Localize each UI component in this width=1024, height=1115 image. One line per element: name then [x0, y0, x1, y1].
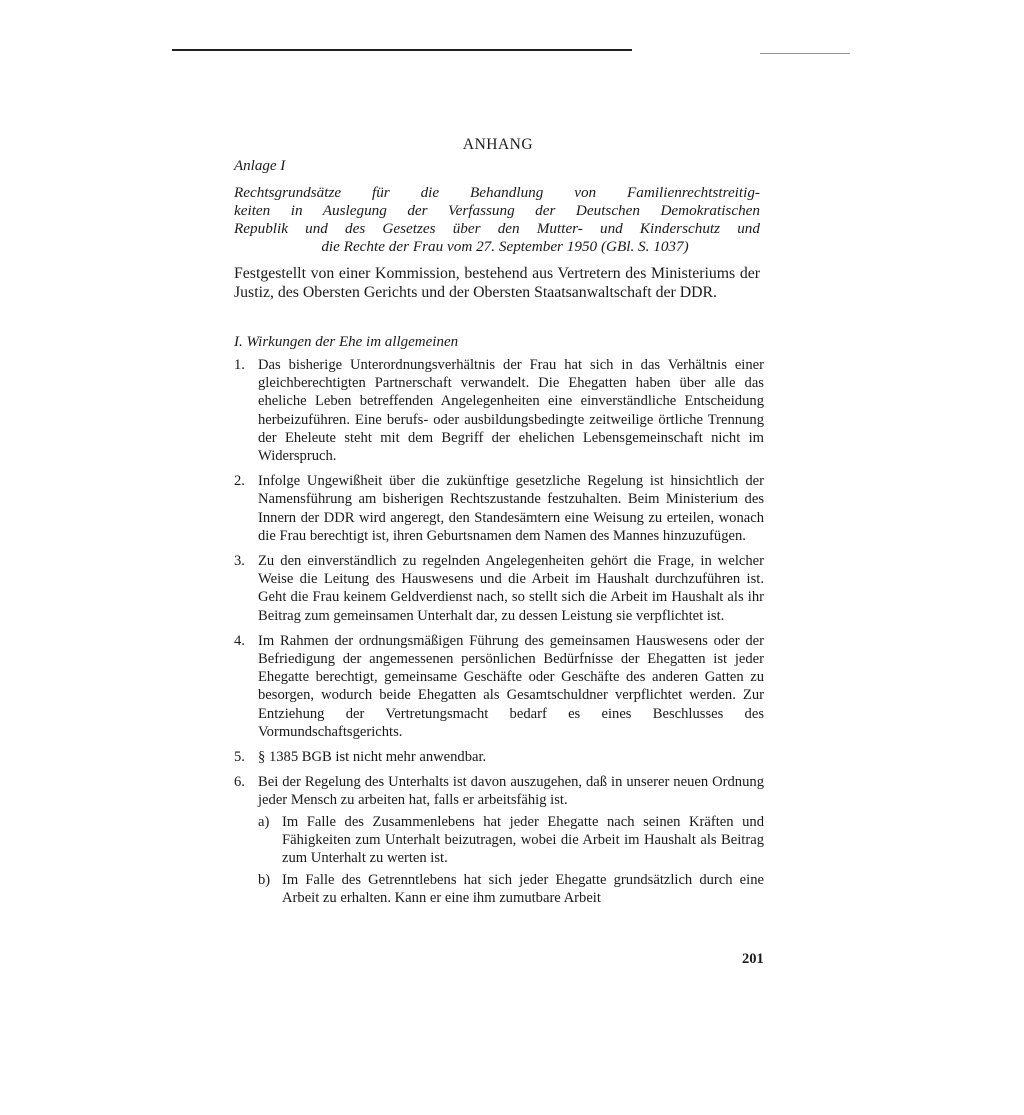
item-text: Bei der Regelung des Unterhalts ist davon auszugehen, daß in unserer neuen Ordnung jeder Mensch zu arbeiten hat, falls er arbeitsfähig ist.: [258, 774, 764, 809]
item-text: Infolge Ungewißheit über die zukünftige gesetzliche Regelung ist hinsichtlich der Namensführung am bisherigen Rechtszustande festzuhalten. Beim Ministerium des Innern der DDR wird angeregt, den Standesämtern eine Weisung zu erteilen, wonach die Frau berechtigt ist, ihren Geburtsnamen dem Namen des Mannes hinzuzufügen.: [258, 473, 764, 544]
top-right-mark: [760, 53, 850, 54]
item-number: 3.: [234, 553, 245, 570]
sub-item-letter: b): [258, 872, 271, 889]
top-rule: [172, 49, 632, 51]
sub-item: [258, 871, 764, 907]
numbered-list: [234, 356, 764, 912]
list-item: [234, 552, 764, 625]
item-text: Das bisherige Unterordnungsverhältnis der Frau hat sich in das Verhältnis einer gleichberechtigten Partnerschaft verwandelt. Die Ehegatten haben über alle das eheliche Leben betreffenden Angelegenheiten eine einverständliche Entscheidung herbeizuführen. Eine berufs- oder ausbildungsbedingte zeitweilige örtliche Trennung der Eheleute steht mit dem Begriff der ehelichen Lebensgemeinschaft nicht im Widerspruch.: [258, 357, 764, 465]
sub-item-text: Im Falle des Getrenntlebens hat sich jeder Ehegatte grundsätzlich durch eine Arbeit zu erhalten. Kann er eine ihm zumutbare Arbeit: [282, 872, 764, 907]
sub-item: [258, 813, 764, 868]
item-number: 6.: [234, 774, 245, 791]
title-line: Rechtsgrundsätze für die Behandlung von Familienrechtstreitig-: [234, 184, 760, 201]
page-heading: ANHANG: [462, 136, 534, 153]
page-number: 201: [742, 951, 764, 967]
title-line: keiten in Auslegung der Verfassung der Deutschen Demokratischen: [234, 202, 760, 219]
annex-label: Anlage I: [234, 158, 286, 174]
intro-paragraph: Festgestellt von einer Kommission, bestehend aus Vertretern des Ministeriums der Justiz, des Obersten Gerichts und der Obersten Staatsanwaltschaft der DDR.: [234, 265, 760, 301]
sub-list: [258, 813, 764, 908]
item-text: § 1385 BGB ist nicht mehr anwendbar.: [258, 749, 487, 766]
title-line: die Rechte der Frau vom 27. September 1950 (GBl. S. 1037): [321, 238, 689, 255]
title-line: Republik und des Gesetzes über den Mutter- und Kinderschutz und: [234, 220, 760, 237]
item-number: 2.: [234, 473, 245, 490]
document-title: [234, 184, 760, 256]
item-number: 1.: [234, 357, 245, 373]
item-number: 5.: [234, 749, 245, 766]
list-item: [234, 748, 764, 766]
section-title: I. Wirkungen der Ehe im allgemeinen: [234, 334, 459, 350]
list-item: [234, 632, 764, 741]
list-item: [234, 472, 764, 545]
sub-item-letter: a): [258, 813, 270, 830]
list-item: [234, 356, 764, 465]
item-text: Zu den einverständlich zu regelnden Angelegenheiten gehört die Frage, in welcher Weise die Leitung des Hauswesens und die Arbeit im Haushalt durchzuführen ist. Geht die Frau keinem Geldverdienst nach, so stellt sich die Arbeit im Haushalt als ihr Beitrag zum gemeinsamen Unterhalt dar, zu dessen Leistung sie verpflichtet ist.: [258, 553, 764, 624]
item-text: Im Rahmen der ordnungsmäßigen Führung des gemeinsamen Hauswesens oder der Befriedigung der angemessenen persönlichen Bedürfnisse der Ehegatten ist jeder Ehegatte berechtigt, gemeinsame Geschäfte oder Geschäfte des anderen Gatten zu besorgen, wodurch beide Ehegatten als Gesamtschuldner verpflichtet werden. Zur Entziehung der Vertretungsmacht bedarf es eines Beschlusses des Vormundschaftsgerichts.: [258, 632, 764, 740]
list-item: [234, 773, 764, 907]
item-number: 4.: [234, 632, 245, 649]
sub-item-text: Im Falle des Zusammenlebens hat jeder Ehegatte nach seinen Kräften und Fähigkeiten zum Unterhalt beizutragen, wobei die Arbeit im Haushalt als Beitrag zum Unterhalt zu werten ist.: [282, 813, 764, 867]
